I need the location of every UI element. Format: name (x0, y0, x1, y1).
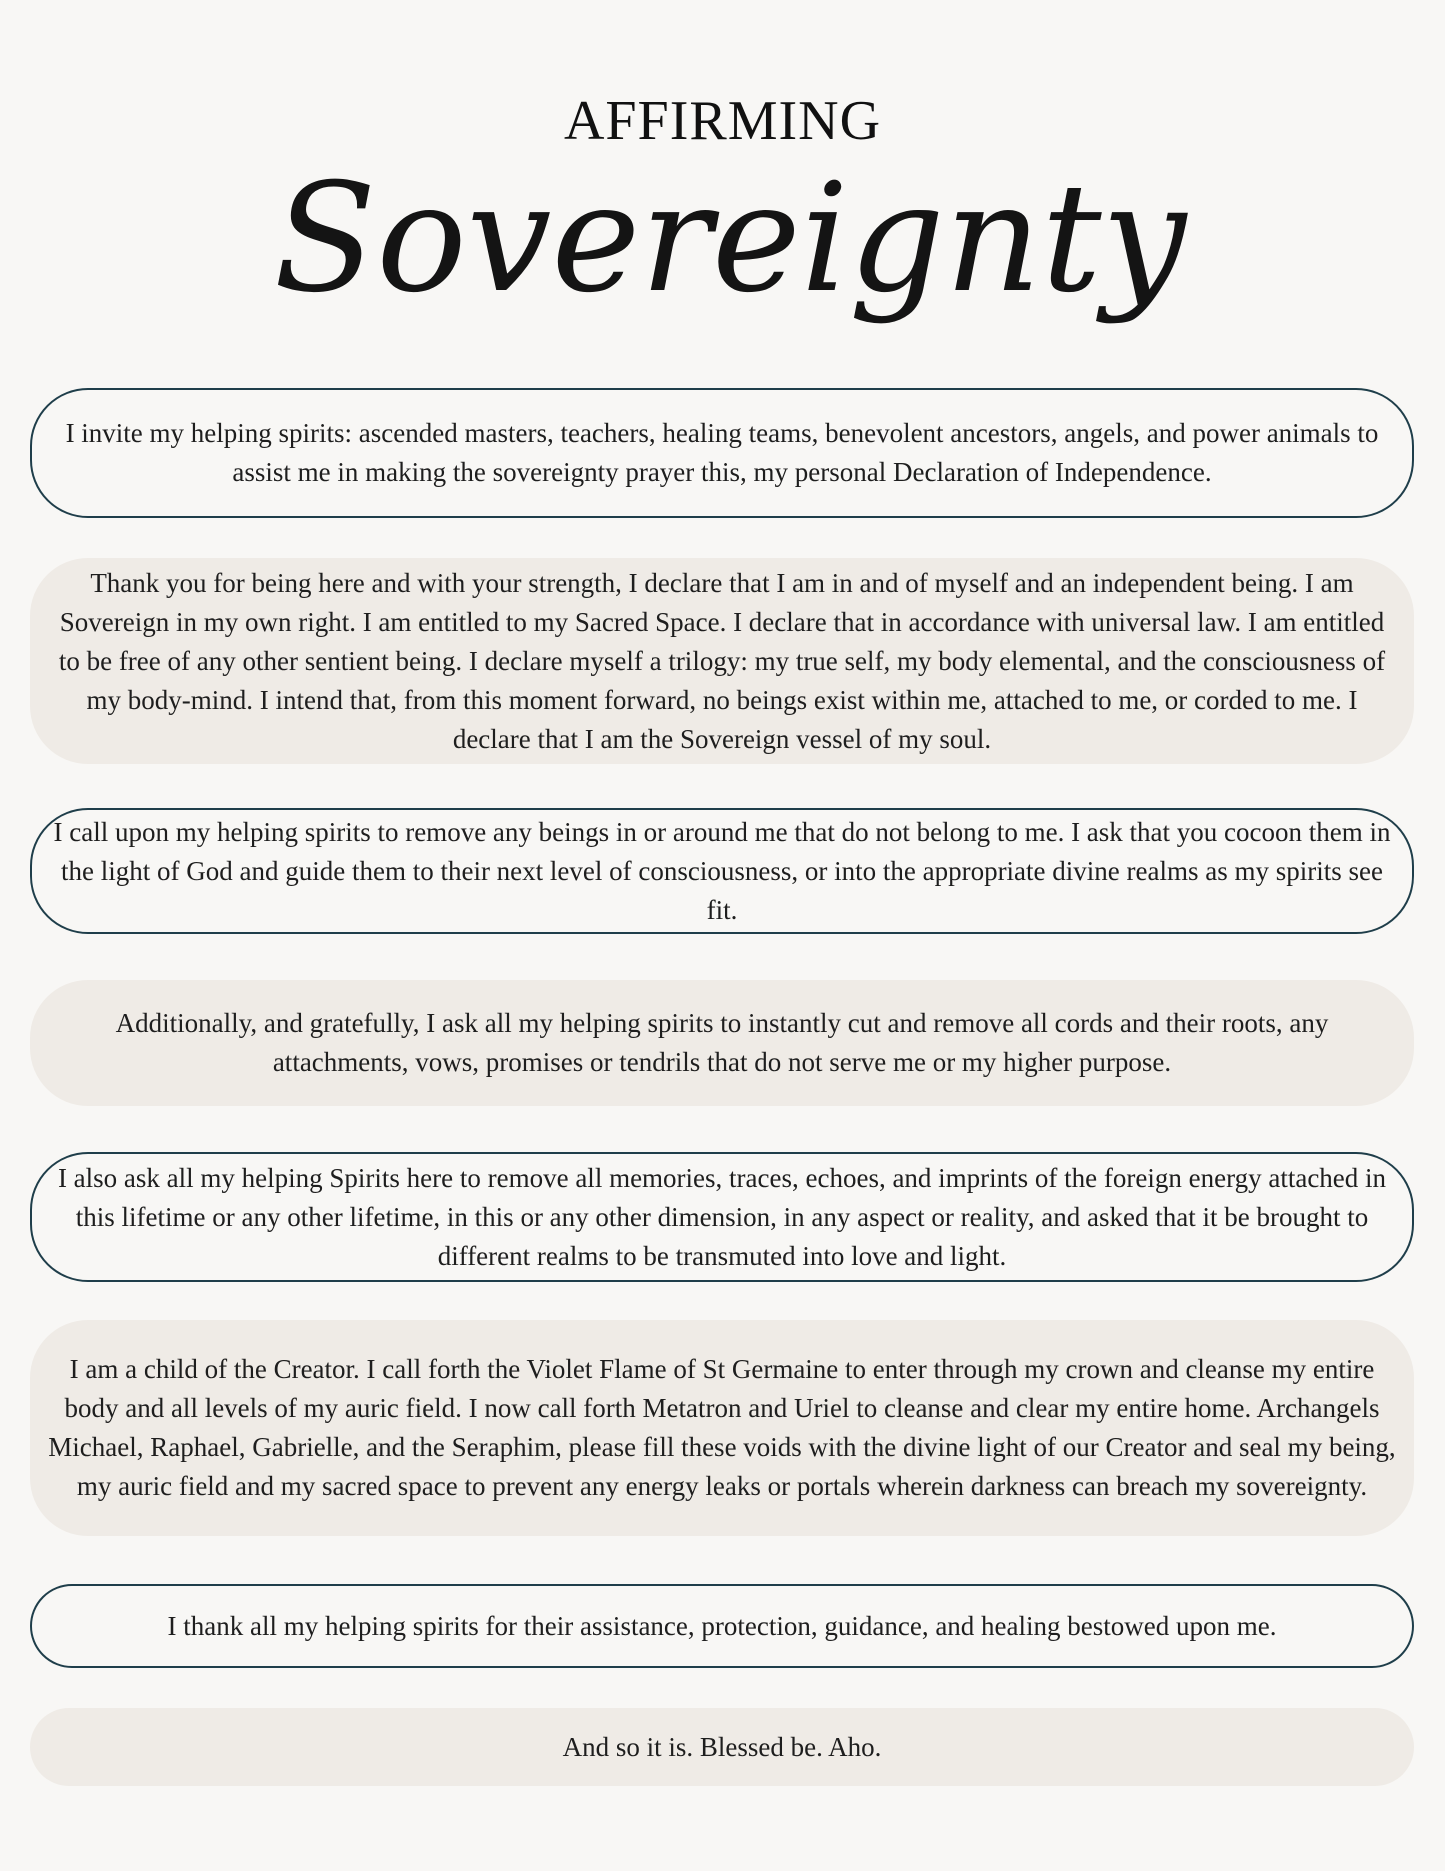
paragraph-text: I also ask all my helping Spirits here to remove all memories, traces, echoes, and imprints of the foreign energy attached in this lifetime or any other lifetime, in this or any other dimension, in any aspect or reality, and asked that it be brought to different realms to be transmuted into love and light. (57, 1162, 1387, 1271)
page-kicker: AFFIRMING (563, 90, 882, 152)
page-title-script (273, 150, 1187, 400)
gratitude-paragraph (30, 1584, 1414, 1668)
page-title: Sovereignty (273, 152, 1187, 326)
closing-paragraph (30, 1708, 1414, 1786)
imprints-paragraph (30, 1152, 1414, 1282)
removal-paragraph (30, 808, 1414, 934)
declaration-paragraph (30, 558, 1414, 764)
paragraph-text: Thank you for being here and with your strength, I declare that I am in and of myself and an independent being. I am Sovereign in my own right. I am entitled to my Sacred Space. I declare that in accordance with universal law. I am entitled to be free of any other sentient being. I declare myself a trilogy: my true self, my body elemental, and the consciousness of my body-mind. I intend that, from this moment forward, no beings exist within me, attached to me, or corded to me. I declare that I am the Sovereign vessel of my soul. (58, 567, 1386, 754)
cords-paragraph (30, 980, 1414, 1106)
invocation-paragraph (30, 388, 1414, 518)
paragraph-text: I am a child of the Creator. I call forth the Violet Flame of St Germaine to enter through my crown and cleanse my entire body and all levels of my auric field. I now call forth Metatron and Uriel to cleanse and clear my entire home. Archangels Michael, Raphael, Gabrielle, and the Seraphim, please fill these voids with the divine light of our Creator and seal my being, my auric field and my sacred space to prevent any energy leaks or portals wherein darkness can breach my sovereignty. (48, 1354, 1396, 1501)
script-title-graphic (273, 150, 1187, 400)
violet-flame-paragraph (30, 1320, 1414, 1536)
paragraph-text: I thank all my helping spirits for their assistance, protection, guidance, and healing bestowed upon me. (167, 1610, 1277, 1641)
paragraph-text: Additionally, and gratefully, I ask all my helping spirits to instantly cut and remove all cords and their roots, any attachments, vows, promises or tendrils that do not serve me or my higher purpose. (115, 1008, 1329, 1077)
paragraph-text: I invite my helping spirits: ascended masters, teachers, healing teams, benevolent ancestors, angels, and power animals to assist me in making the sovereignty prayer this, my personal Declaration of Independence. (65, 418, 1379, 487)
paragraph-text: I call upon my helping spirits to remove any beings in or around me that do not belong to me. I ask that you cocoon them in the light of God and guide them to their next level of consciousness, or into the appropriate divine realms as my spirits see fit. (53, 816, 1391, 925)
paragraph-text: And so it is. Blessed be. Aho. (562, 1731, 882, 1762)
